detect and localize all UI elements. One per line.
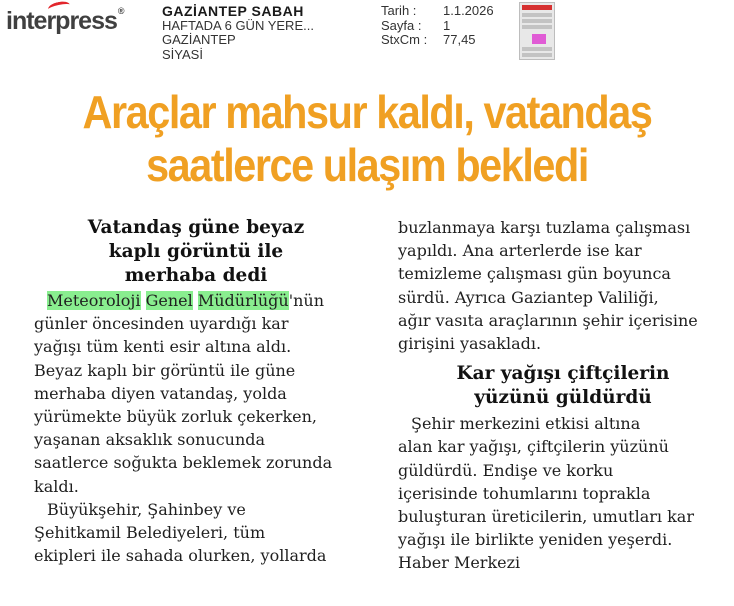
fact-stxcm: StxCm : 77,45 [381,32,476,47]
publication-category: SİYASİ [162,46,203,62]
clipping-facts [381,4,494,48]
article-headline: Araçlar mahsur kaldı, vatandaş saatlerce ulaşım bekledi [82,86,652,191]
page-thumbnail[interactable] [519,2,555,60]
fact-page: Sayfa : 1 [381,17,451,33]
article-column-right [398,216,728,575]
subhead-vatandas: Vatandaş güne beyaz kaplı görüntü ile merhaba dedi [87,217,305,286]
interpress-logo [6,2,124,40]
highlight-genel: Genel [145,291,193,310]
logo-text: interpress® [6,6,124,35]
publication-frequency: HAFTADA 6 GÜN YERE... [162,17,314,33]
body-paragraph-3: Şehir merkezini etkisi altına alan kar yağışı, çiftçilerin yüzünü güldürdü. Endişe ve korku içerisinde tohumlarını toprakla buluşturan üreticilerin, umutları kar yağışı ile birlikte yeniden yeşerdi. Haber Merkezi [398,412,728,574]
article-column-left [34,216,358,567]
publication-name: GAZİANTEP SABAH [162,3,304,19]
publication-info [162,4,314,62]
byline: Haber Merkezi [398,553,521,573]
highlight-mudurlugu: Müdürlüğü [197,291,289,310]
subhead-ciftciler: Kar yağışı çiftçilerin yüzünü güldürdü [456,363,670,409]
fact-date: Tarih : 1.1.2026 [381,3,494,18]
highlighted-line: Meteoroloji Genel Müdürlüğü'nün [47,291,324,310]
body-paragraph-2-continued: buzlanmaya karşı tuzlama çalışması yapıldı. Ana arterlerde ise kar temizleme çalışması gün boyunca sürdü. Ayrıca Gaziantep Valiliği, ağır vasıta araçlarının şehir içerisine girişini yasakladı. [398,218,698,354]
body-paragraph-2: Büyükşehir, Şahinbey ve Şehitkamil Belediyeleri, tüm ekipleri ile sahada olurken, yollarda [34,499,327,566]
publication-city: GAZİANTEP [162,32,236,47]
body-paragraph-1: Meteoroloji Genel Müdürlüğü'nün günler öncesinden uyardığı kar yağışı tüm kenti esir altına aldı. Beyaz kaplı bir görüntü ile güne merhaba diyen vatandaş, yolda yürümekte büyük zorluk çekerken, yaşanan aksaklık sonucunda saatlerce soğukta beklemek zorunda kaldı. [34,289,358,498]
highlight-meteoroloji: Meteoroloji [47,291,141,310]
